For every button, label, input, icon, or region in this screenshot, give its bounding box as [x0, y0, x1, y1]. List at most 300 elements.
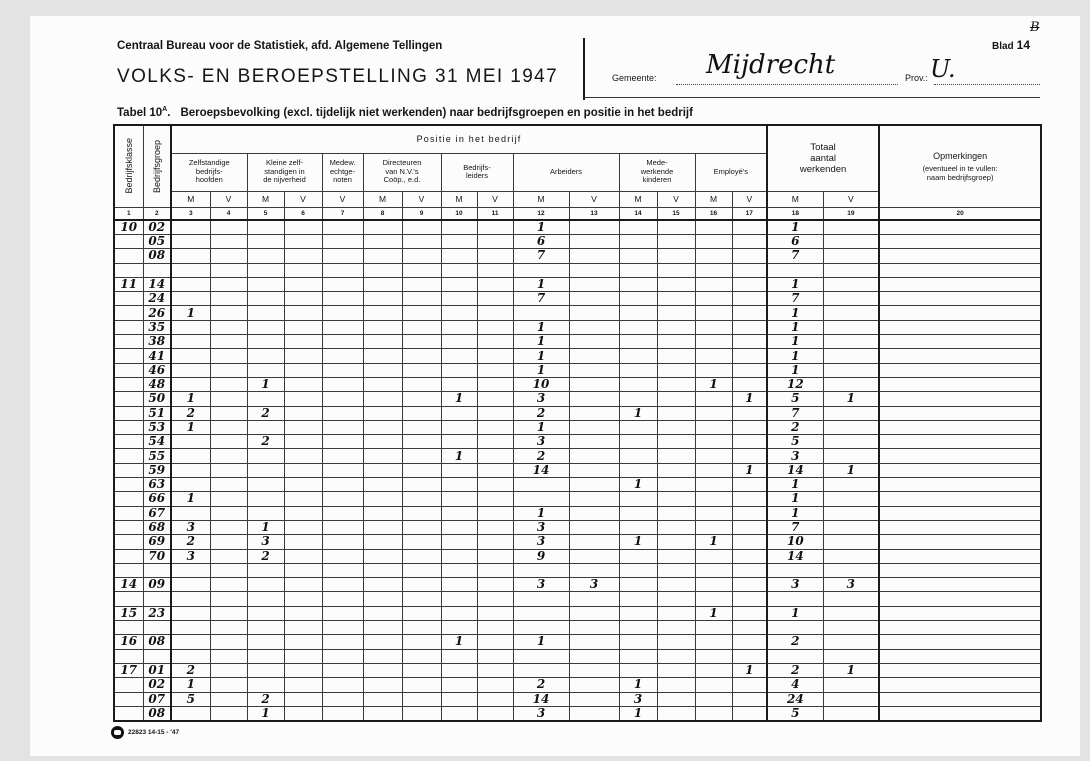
cell-col-3	[171, 606, 210, 620]
cell-col-14	[619, 649, 657, 663]
sex-label-col-14: M	[619, 191, 657, 207]
cell-col-14	[619, 635, 657, 649]
cell-col-11	[477, 492, 513, 506]
cell-opmerkingen	[879, 292, 1041, 306]
header-directeuren: Directeuren van N.V.'s Coöp., e.d.	[363, 153, 441, 191]
cell-col-12	[513, 606, 569, 620]
cell-col-10	[441, 506, 477, 520]
cell-col-14	[619, 435, 657, 449]
cell-col-16	[695, 520, 732, 534]
cell-col-11	[477, 635, 513, 649]
cell-col-11	[477, 663, 513, 677]
table-row	[114, 292, 1041, 306]
cell-col-11	[477, 220, 513, 235]
cell-col-15	[657, 678, 695, 692]
cell-bedrijfsklasse: 17	[114, 663, 143, 677]
cell-col-19	[823, 678, 879, 692]
cell-col-9	[402, 220, 441, 235]
cell-col-5	[247, 392, 284, 406]
header-zelfstandige-bedrijfshoofden: Zelfstandige bedrijfs- hoofden	[171, 153, 247, 191]
cell-col-14	[619, 377, 657, 391]
cell-col-16	[695, 235, 732, 249]
cell-col-16	[695, 463, 732, 477]
cell-bedrijfsgroep	[143, 621, 171, 635]
cell-col-17	[732, 520, 767, 534]
cell-col-7	[322, 692, 363, 706]
cell-col-18: 5	[767, 435, 823, 449]
cell-col-8	[363, 692, 402, 706]
sex-label-col-16: M	[695, 191, 732, 207]
sex-label-col-12: M	[513, 191, 569, 207]
cell-col-8	[363, 220, 402, 235]
cell-col-11	[477, 263, 513, 277]
table-row	[114, 520, 1041, 534]
cell-col-19	[823, 706, 879, 721]
cell-col-15	[657, 692, 695, 706]
cell-col-16	[695, 392, 732, 406]
cell-col-3	[171, 635, 210, 649]
cell-col-14	[619, 592, 657, 606]
cell-bedrijfsgroep: 70	[143, 549, 171, 563]
cell-col-12: 2	[513, 678, 569, 692]
cell-col-17	[732, 563, 767, 577]
cell-col-12: 1	[513, 420, 569, 434]
cell-col-11	[477, 406, 513, 420]
cell-col-10	[441, 621, 477, 635]
cell-col-18: 4	[767, 678, 823, 692]
cell-col-15	[657, 306, 695, 320]
cell-col-6	[284, 406, 322, 420]
cell-col-18: 1	[767, 277, 823, 291]
cell-col-16: 1	[695, 377, 732, 391]
cell-col-18: 6	[767, 235, 823, 249]
cell-col-5: 2	[247, 692, 284, 706]
cell-col-4	[210, 535, 247, 549]
column-number-8: 8	[363, 207, 402, 220]
cell-col-6	[284, 449, 322, 463]
cell-col-13	[569, 692, 619, 706]
cell-col-3: 2	[171, 663, 210, 677]
cell-col-4	[210, 492, 247, 506]
cell-col-4	[210, 249, 247, 263]
cell-bedrijfsklasse	[114, 492, 143, 506]
cell-bedrijfsgroep	[143, 263, 171, 277]
cell-opmerkingen	[879, 663, 1041, 677]
cell-col-19	[823, 592, 879, 606]
cell-col-12: 3	[513, 578, 569, 592]
table-row	[114, 435, 1041, 449]
cell-col-16	[695, 578, 732, 592]
cell-col-19	[823, 449, 879, 463]
cell-col-4	[210, 335, 247, 349]
table-row	[114, 220, 1041, 235]
cell-col-6	[284, 563, 322, 577]
column-number-7: 7	[322, 207, 363, 220]
cell-col-11	[477, 320, 513, 334]
cell-col-16	[695, 292, 732, 306]
cell-bedrijfsklasse	[114, 420, 143, 434]
cell-col-19	[823, 606, 879, 620]
cell-col-10	[441, 478, 477, 492]
cell-col-19: 1	[823, 392, 879, 406]
column-number-3: 3	[171, 207, 210, 220]
cell-col-19	[823, 235, 879, 249]
cell-col-7	[322, 578, 363, 592]
cell-col-8	[363, 520, 402, 534]
cell-col-5	[247, 220, 284, 235]
cell-bedrijfsklasse: 10	[114, 220, 143, 235]
cell-col-3: 1	[171, 306, 210, 320]
cell-col-6	[284, 606, 322, 620]
cell-col-11	[477, 706, 513, 721]
cell-col-17	[732, 306, 767, 320]
cell-col-3: 2	[171, 535, 210, 549]
column-number-11: 11	[477, 207, 513, 220]
cell-col-16	[695, 420, 732, 434]
cell-col-6	[284, 535, 322, 549]
cell-col-7	[322, 635, 363, 649]
cell-col-16	[695, 649, 732, 663]
cell-col-15	[657, 478, 695, 492]
cell-col-18: 1	[767, 335, 823, 349]
cell-col-15	[657, 549, 695, 563]
cell-col-12	[513, 649, 569, 663]
table-row	[114, 492, 1041, 506]
cell-col-9	[402, 263, 441, 277]
cell-col-14	[619, 235, 657, 249]
cell-col-5	[247, 563, 284, 577]
cell-col-18: 12	[767, 377, 823, 391]
cell-col-15	[657, 335, 695, 349]
cell-col-11	[477, 420, 513, 434]
provincie-label: Prov.:	[905, 73, 928, 83]
cell-opmerkingen	[879, 420, 1041, 434]
header-kleine-zelfstandigen: Kleine zelf- standigen in de nijverheid	[247, 153, 322, 191]
cell-col-15	[657, 406, 695, 420]
cell-col-14	[619, 249, 657, 263]
table-row	[114, 478, 1041, 492]
cell-bedrijfsklasse	[114, 363, 143, 377]
cell-col-15	[657, 377, 695, 391]
cell-col-12: 6	[513, 235, 569, 249]
cell-col-8	[363, 678, 402, 692]
cell-col-8	[363, 249, 402, 263]
cell-col-18	[767, 263, 823, 277]
cell-bedrijfsklasse: 15	[114, 606, 143, 620]
cell-bedrijfsklasse	[114, 549, 143, 563]
cell-col-4	[210, 506, 247, 520]
cell-bedrijfsgroep: 02	[143, 220, 171, 235]
table-row	[114, 377, 1041, 391]
cell-col-9	[402, 463, 441, 477]
census-title: VOLKS- EN BEROEPSTELLING 31 MEI 1947	[117, 66, 559, 87]
header-meewerkende-kinderen: Mede- werkende kinderen	[619, 153, 695, 191]
cell-col-11	[477, 335, 513, 349]
cell-col-7	[322, 320, 363, 334]
cell-col-18: 2	[767, 420, 823, 434]
cell-col-7	[322, 363, 363, 377]
cell-col-8	[363, 277, 402, 291]
table-row	[114, 535, 1041, 549]
cell-col-9	[402, 606, 441, 620]
cell-col-16	[695, 435, 732, 449]
table-row	[114, 306, 1041, 320]
cell-col-5	[247, 649, 284, 663]
cell-col-10	[441, 277, 477, 291]
cell-col-17: 1	[732, 463, 767, 477]
cell-col-12	[513, 492, 569, 506]
cell-col-17	[732, 435, 767, 449]
cell-col-15	[657, 220, 695, 235]
table-body	[114, 220, 1041, 721]
cell-col-9	[402, 392, 441, 406]
cell-col-8	[363, 635, 402, 649]
cell-col-10	[441, 263, 477, 277]
cell-col-11	[477, 249, 513, 263]
cell-col-7	[322, 463, 363, 477]
provincie-value: U.	[930, 55, 956, 83]
cell-col-16	[695, 663, 732, 677]
cell-col-7	[322, 292, 363, 306]
cell-bedrijfsgroep: 08	[143, 249, 171, 263]
cell-col-5: 1	[247, 377, 284, 391]
cell-col-7	[322, 306, 363, 320]
cell-col-9	[402, 649, 441, 663]
cell-bedrijfsklasse: 16	[114, 635, 143, 649]
cell-col-14	[619, 363, 657, 377]
cell-bedrijfsgroep: 55	[143, 449, 171, 463]
column-number-13: 13	[569, 207, 619, 220]
cell-col-11	[477, 520, 513, 534]
cell-col-4	[210, 621, 247, 635]
cell-col-12	[513, 478, 569, 492]
cell-col-14	[619, 349, 657, 363]
cell-col-3	[171, 249, 210, 263]
cell-col-15	[657, 449, 695, 463]
cell-col-14	[619, 549, 657, 563]
cell-col-19: 3	[823, 578, 879, 592]
cell-opmerkingen	[879, 578, 1041, 592]
column-number-18: 18	[767, 207, 823, 220]
cell-col-4	[210, 663, 247, 677]
cell-col-10	[441, 377, 477, 391]
cell-col-7	[322, 678, 363, 692]
cell-opmerkingen	[879, 235, 1041, 249]
header-divider	[583, 38, 585, 100]
cell-col-14: 3	[619, 692, 657, 706]
cell-col-6	[284, 292, 322, 306]
cell-col-18: 1	[767, 363, 823, 377]
cell-bedrijfsklasse	[114, 592, 143, 606]
cell-col-3: 1	[171, 678, 210, 692]
cell-col-12: 3	[513, 520, 569, 534]
cell-col-8	[363, 292, 402, 306]
cell-col-9	[402, 563, 441, 577]
cell-col-17	[732, 377, 767, 391]
cell-col-8	[363, 392, 402, 406]
column-number-1: 1	[114, 207, 143, 220]
cell-col-16	[695, 449, 732, 463]
cell-col-11	[477, 592, 513, 606]
cell-col-7	[322, 621, 363, 635]
column-number-14: 14	[619, 207, 657, 220]
header-bedrijfsgroep-label: Bedrijfsgroep	[151, 139, 162, 193]
cell-col-4	[210, 363, 247, 377]
cell-col-15	[657, 292, 695, 306]
cell-col-19	[823, 420, 879, 434]
cell-col-5	[247, 621, 284, 635]
cell-col-9	[402, 349, 441, 363]
cell-col-17	[732, 606, 767, 620]
cell-col-9	[402, 706, 441, 721]
table-row	[114, 335, 1041, 349]
cell-bedrijfsgroep: 24	[143, 292, 171, 306]
table-caption	[117, 106, 693, 119]
cell-col-13	[569, 292, 619, 306]
cell-col-4	[210, 235, 247, 249]
cell-bedrijfsgroep: 08	[143, 635, 171, 649]
cell-col-19	[823, 535, 879, 549]
cell-col-15	[657, 535, 695, 549]
cell-col-13: 3	[569, 578, 619, 592]
cell-bedrijfsklasse	[114, 506, 143, 520]
cell-col-19	[823, 377, 879, 391]
cell-bedrijfsgroep	[143, 563, 171, 577]
cell-col-3	[171, 377, 210, 391]
cell-opmerkingen	[879, 621, 1041, 635]
cell-col-11	[477, 463, 513, 477]
cell-col-4	[210, 549, 247, 563]
cell-col-6	[284, 678, 322, 692]
cell-col-7	[322, 706, 363, 721]
cell-col-10	[441, 706, 477, 721]
cell-col-12: 7	[513, 249, 569, 263]
cell-col-4	[210, 392, 247, 406]
cell-col-17: 1	[732, 663, 767, 677]
cell-bedrijfsgroep	[143, 592, 171, 606]
cell-bedrijfsgroep: 02	[143, 678, 171, 692]
cell-col-17	[732, 678, 767, 692]
cell-col-18: 24	[767, 692, 823, 706]
cell-col-14	[619, 306, 657, 320]
cell-col-17: 1	[732, 392, 767, 406]
cell-col-8	[363, 463, 402, 477]
sex-label-col-3: M	[171, 191, 210, 207]
cell-col-15	[657, 606, 695, 620]
cell-col-13	[569, 478, 619, 492]
cell-col-18	[767, 649, 823, 663]
cell-col-11	[477, 678, 513, 692]
header-medewerkende-echtgenoten: Medew. echtge- noten	[322, 153, 363, 191]
table-row	[114, 635, 1041, 649]
cell-col-8	[363, 420, 402, 434]
cell-col-6	[284, 520, 322, 534]
cell-col-10	[441, 363, 477, 377]
cell-opmerkingen	[879, 549, 1041, 563]
cell-col-6	[284, 335, 322, 349]
header-bedrijfsklasse-label: Bedrijfsklasse	[123, 138, 134, 195]
cell-col-15	[657, 263, 695, 277]
cell-col-10	[441, 549, 477, 563]
sex-label-col-5: M	[247, 191, 284, 207]
column-number-17: 17	[732, 207, 767, 220]
cell-col-9	[402, 492, 441, 506]
cell-col-6	[284, 663, 322, 677]
cell-col-16	[695, 363, 732, 377]
cell-col-7	[322, 235, 363, 249]
header-arbeiders: Arbeiders	[513, 153, 619, 191]
cell-col-8	[363, 563, 402, 577]
cell-opmerkingen	[879, 520, 1041, 534]
cell-col-10	[441, 578, 477, 592]
cell-col-17	[732, 335, 767, 349]
cell-col-11	[477, 235, 513, 249]
cell-col-16	[695, 249, 732, 263]
cell-col-15	[657, 706, 695, 721]
cell-bedrijfsgroep: 26	[143, 306, 171, 320]
cell-col-7	[322, 663, 363, 677]
cell-bedrijfsklasse	[114, 520, 143, 534]
cell-opmerkingen	[879, 649, 1041, 663]
cell-bedrijfsgroep: 01	[143, 663, 171, 677]
table-row	[114, 549, 1041, 563]
cell-col-10	[441, 349, 477, 363]
cell-col-18: 7	[767, 406, 823, 420]
cell-col-18: 1	[767, 506, 823, 520]
census-table	[113, 124, 1042, 722]
cell-col-8	[363, 549, 402, 563]
sheet-number	[992, 38, 1030, 52]
cell-col-4	[210, 635, 247, 649]
cell-bedrijfsklasse	[114, 535, 143, 549]
cell-col-9	[402, 478, 441, 492]
cell-col-12	[513, 263, 569, 277]
table-row	[114, 578, 1041, 592]
cell-col-13	[569, 649, 619, 663]
cell-col-4	[210, 377, 247, 391]
cell-col-11	[477, 449, 513, 463]
cell-col-16	[695, 349, 732, 363]
cell-col-16: 1	[695, 535, 732, 549]
cell-col-5	[247, 463, 284, 477]
cell-col-15	[657, 578, 695, 592]
table-row	[114, 320, 1041, 334]
cell-col-5	[247, 449, 284, 463]
cell-col-4	[210, 706, 247, 721]
cell-col-7	[322, 563, 363, 577]
cell-col-18: 1	[767, 220, 823, 235]
cell-col-11	[477, 563, 513, 577]
cell-col-15	[657, 363, 695, 377]
cell-col-12: 3	[513, 392, 569, 406]
table-number-suffix: A	[162, 106, 168, 113]
table-number: Tabel 10	[117, 106, 163, 119]
cell-col-8	[363, 663, 402, 677]
cell-col-10	[441, 249, 477, 263]
cell-col-6	[284, 435, 322, 449]
header-totaal: Totaal aantal werkenden	[767, 125, 879, 191]
cell-col-3	[171, 706, 210, 721]
cell-col-17	[732, 249, 767, 263]
cell-col-8	[363, 492, 402, 506]
column-number-9: 9	[402, 207, 441, 220]
cell-opmerkingen	[879, 492, 1041, 506]
cell-col-8	[363, 349, 402, 363]
sex-label-col-18: M	[767, 191, 823, 207]
cell-col-13	[569, 349, 619, 363]
cell-col-7	[322, 377, 363, 391]
cell-col-14	[619, 263, 657, 277]
